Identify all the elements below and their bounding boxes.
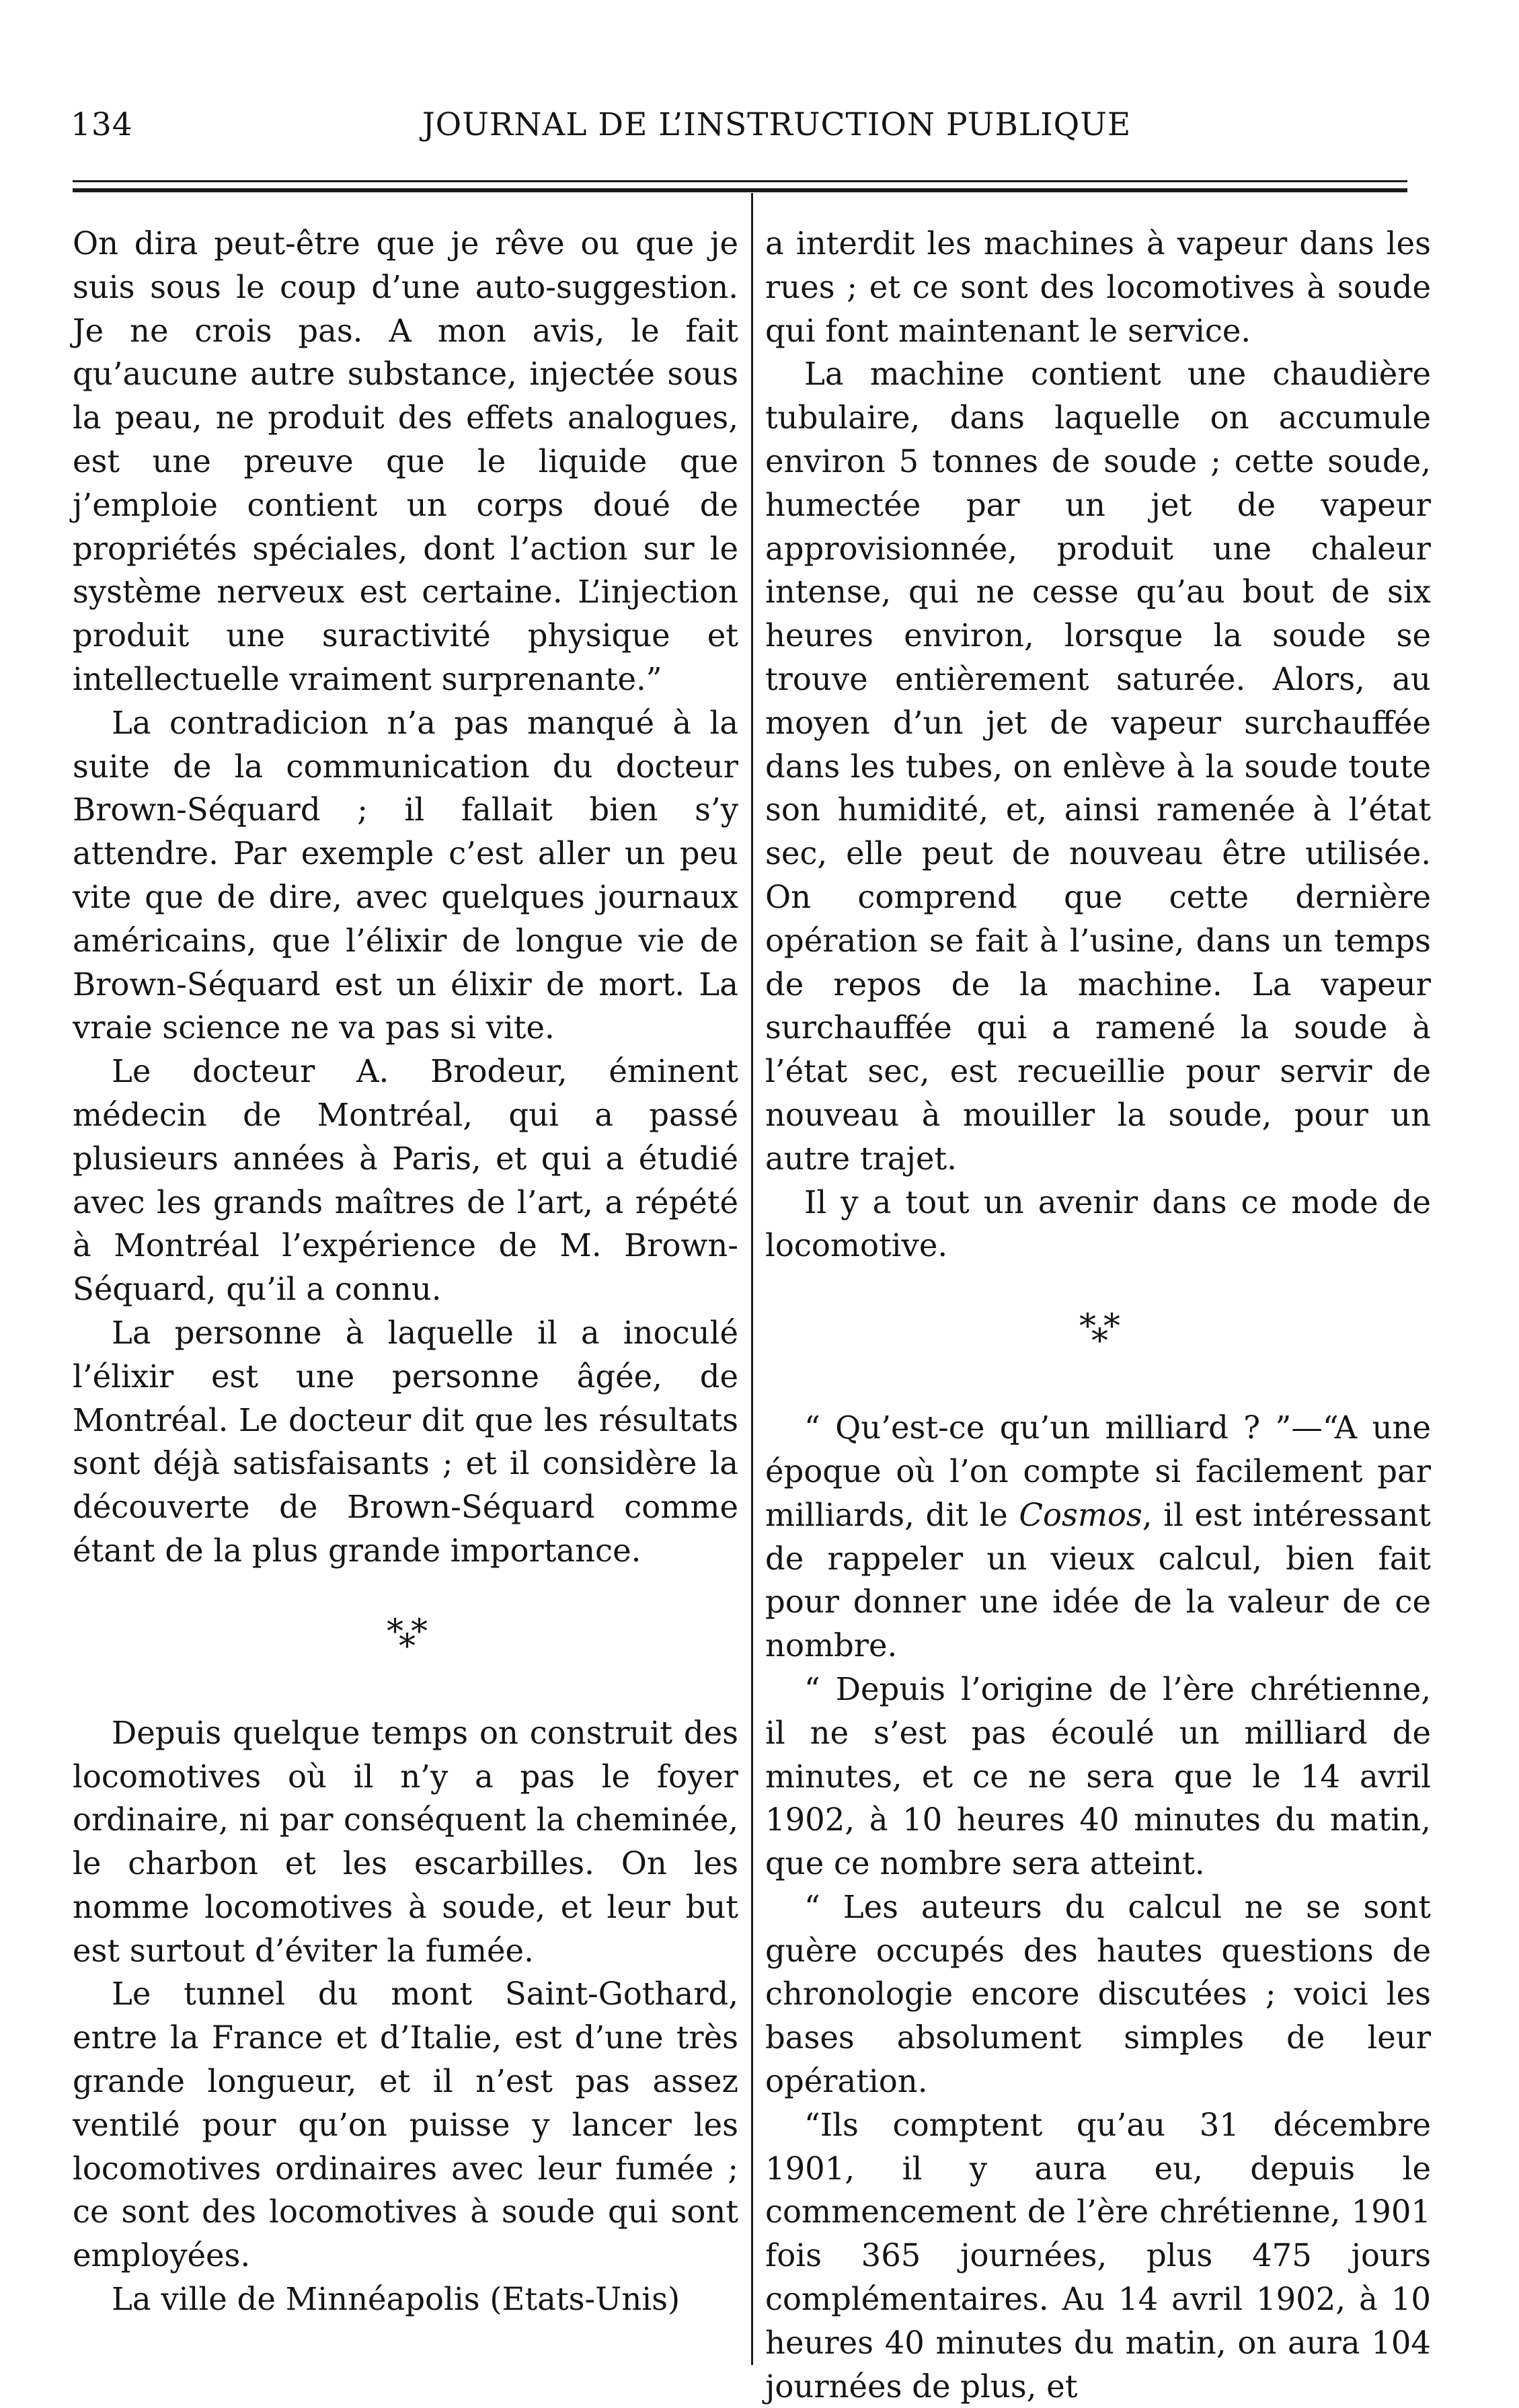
section-asterism (765, 1294, 1431, 1362)
page-number: 134 (71, 106, 133, 143)
header-rule-thick (73, 188, 1407, 192)
asterisk: * (1103, 1307, 1120, 1346)
paragraph: a interdit les machines à vapeur dans les rues ; et ce sont des locomotives à soude qui font maintenant le service. (765, 225, 1431, 349)
right-column (765, 222, 1431, 2408)
paragraph: La contradicion n’a pas manqué à la suite de la communication du docteur Brown-Séquard ; il fallait bien s’y attendre. Par exemple c’est aller un peu vite que de dire, avec quelques journaux américains, que l’élixir de longue vie de Brown-Séquard est un élixir de mort. La vraie science ne va pas si vite. (73, 704, 738, 1046)
running-title: JOURNAL DE L’INSTRUCTION PUBLIQUE (422, 106, 1132, 143)
paragraph (765, 1406, 1431, 1668)
paragraph: La machine contient une chaudière tubulaire, dans laquelle on accumule environ 5 tonnes de soude ; cette soude, humectée par un jet de vapeur approvisionnée, produit une chaleur intense, qui ne cesse qu’au bout de six heures environ, lorsque la soude se trouve entièrement saturée. Alors, au moyen d’un jet de vapeur surchauffée dans les tubes, on enlève à la soude toute son humidité, et, ainsi ramenée à l’état sec, elle peut de nouveau être utilisée. On comprend que cette dernière opération se fait à l’usine, dans un temps de repos de la machine. La vapeur surchauffée qui a ramené la soude à l’état sec, est recueillie pour servir de nouveau à mouiller la soude, pour un autre trajet. (765, 356, 1431, 1177)
paragraph: “Ils comptent qu’au 31 décembre 1901, il y aura eu, depuis le commencement de l’ère chrétienne, 1901 fois 365 journées, plus 475 jours complémentaires. Au 14 avril 1902, à 10 heures 40 minutes du matin, on aura 104 journées de plus, et (765, 2106, 1431, 2405)
paragraph: On dira peut-être que je rêve ou que je suis sous le coup d’une auto-suggestion. Je ne crois pas. A mon avis, le fait qu’aucune autre substance, injectée sous la peau, ne produit des effets analogues, est une preuve que le liquide que j’emploie contient un corps doué de propriétés spéciales, dont l’action sur le système nerveux est certaine. L’injection produit une suractivité physique et intellectuelle vraiment surprenante.” (73, 225, 738, 697)
section-gap (73, 1667, 738, 1711)
publication-title: Cosmos (1019, 1496, 1142, 1533)
asterisk: * (387, 1611, 403, 1651)
paragraph: Il y a tout un avenir dans ce mode de locomotive. (765, 1183, 1431, 1264)
asterisk: * (1091, 1321, 1108, 1361)
asterisk: * (411, 1611, 428, 1651)
paragraph-text: “ Qu’est-ce qu’un milliard ? ”—“A une époque où l’on compte si facilement par milliards, dit le (765, 1409, 1431, 1533)
left-column (73, 222, 738, 2321)
paragraph: Le docteur A. Brodeur, éminent médecin de Montréal, qui a passé plusieurs années à Paris, et qui a étudié avec les grands maîtres de l’art, a répété à Montréal l’expérience de M. Brown-Séquard, qu’il a connu. (73, 1053, 738, 1308)
asterisk: * (1079, 1307, 1096, 1346)
paragraph: La personne à laquelle il a inoculé l’élixir est une personne âgée, de Montréal. Le docteur dit que les résultats sont déjà satisfaisants ; et il considère la découverte de Brown-Séquard comme étant de la plus grande importance. (73, 1314, 738, 1569)
page-header (71, 106, 1415, 153)
paragraph: Le tunnel du mont Saint-Gothard, entre la France et d’Italie, est d’une très grande longueur, et il n’est pas assez ventilé pour qu’on puisse y lancer les locomotives ordinaires avec leur fumée ; ce sont des locomotives à soude qui sont employées. (73, 1976, 738, 2274)
paragraph: “ Les auteurs du calcul ne se sont guère occupés des hautes questions de chronologie encore discutées ; voici les bases absolument simples de leur opération. (765, 1888, 1431, 2100)
section-asterism (73, 1600, 738, 1667)
section-gap (765, 1362, 1431, 1406)
asterisk: * (399, 1626, 416, 1666)
header-rule-thin (73, 180, 1407, 182)
paragraph: Depuis quelque temps on construit des locomotives où il n’y a pas le foyer ordinaire, ni par conséquent la cheminée, le charbon et les escarbilles. On les nomme locomotives à soude, et leur but est surtout d’éviter la fumée. (73, 1714, 738, 1969)
column-divider (751, 193, 753, 2365)
paragraph: “ Depuis l’origine de l’ère chrétienne, il ne s’est pas écoulé un milliard de minutes, et ce ne sera que le 14 avril 1902, à 10 heures 40 minutes du matin, que ce nombre sera atteint. (765, 1670, 1431, 1882)
paragraph: La ville de Minnéapolis (Etats-Unis) (112, 2281, 680, 2318)
paragraph-text: , il est intéressant de rappeler un vieux calcul, bien fait pour donner une idée de la valeur de ce nombre. (765, 1496, 1431, 1664)
